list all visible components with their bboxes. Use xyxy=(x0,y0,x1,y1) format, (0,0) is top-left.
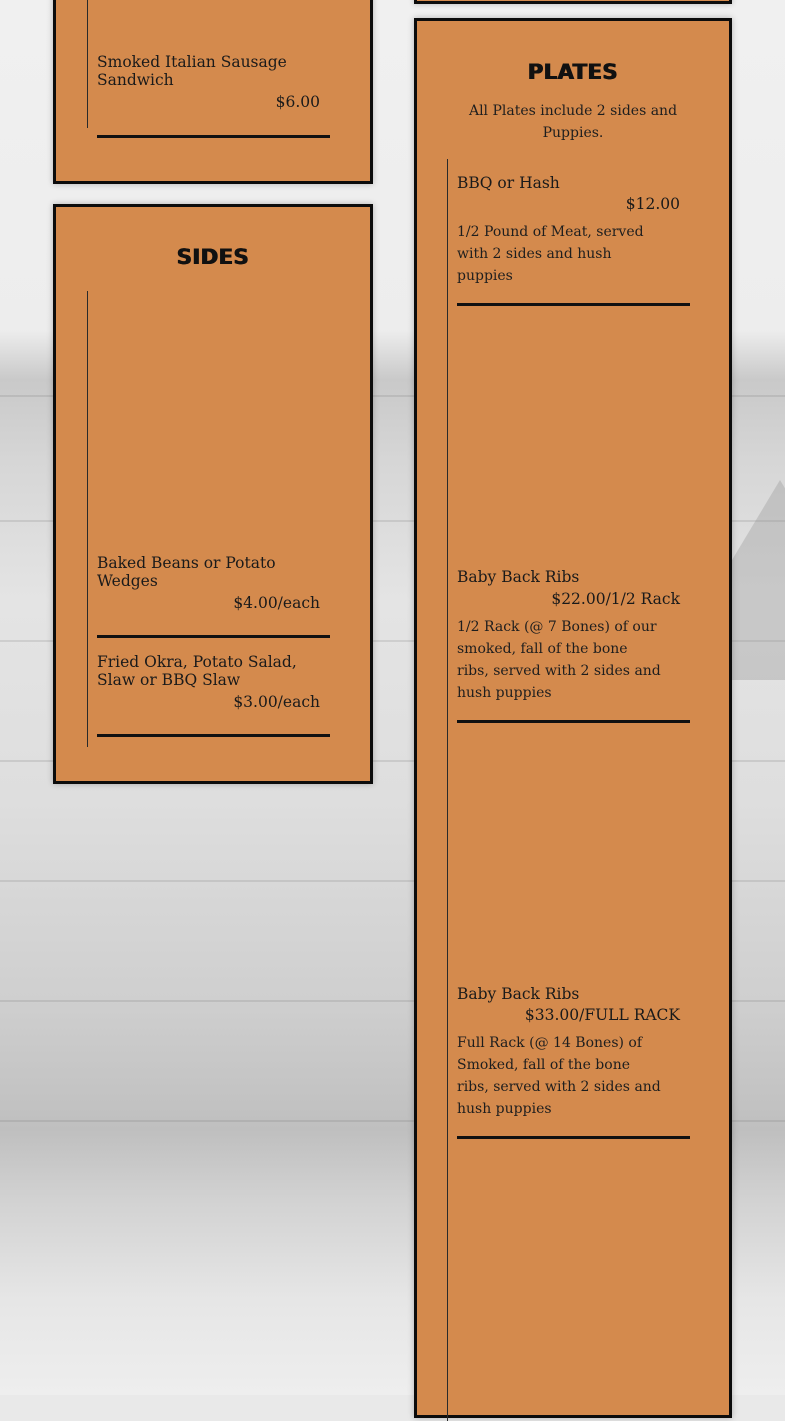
card-divider-line xyxy=(87,291,88,747)
plates-card xyxy=(414,18,732,1418)
menu-item-name: Baby Back Ribs xyxy=(457,985,580,1003)
menu-item-name: Smoked Italian Sausage Sandwich xyxy=(97,53,287,89)
menu-item-price: $3.00/each xyxy=(233,693,320,711)
menu-item-price: $33.00/FULL RACK xyxy=(524,1006,680,1024)
menu-item-price: $22.00/1/2 Rack xyxy=(551,590,680,608)
menu-item-name: BBQ or Hash xyxy=(457,174,560,192)
menu-item-price: $6.00 xyxy=(275,93,320,111)
card-title: PLATES xyxy=(527,60,619,84)
menu-item-name: Baby Back Ribs xyxy=(457,568,580,586)
menu-item-price: $4.00/each xyxy=(233,594,320,612)
sides-card xyxy=(53,204,373,784)
menu-item-name: Fried Okra, Potato Salad, Slaw or BBQ Slaw xyxy=(97,653,297,689)
item-separator xyxy=(457,1136,690,1139)
menu-item-description: 1/2 Pound of Meat, served with 2 sides and hush puppies xyxy=(457,224,644,284)
item-separator xyxy=(97,635,330,638)
menu-item-name: Baked Beans or Potato Wedges xyxy=(97,554,276,590)
menu-item-description: Full Rack (@ 14 Bones) of Smoked, fall of the bone ribs, served with 2 sides and hush puppies xyxy=(457,1035,661,1117)
item-separator xyxy=(97,734,330,737)
menu-item-price: $12.00 xyxy=(625,195,680,213)
card-note: All Plates include 2 sides and Puppies. xyxy=(468,103,678,141)
previous-card-bottom-edge xyxy=(414,0,732,4)
card-divider-line xyxy=(87,0,88,128)
item-separator xyxy=(457,720,690,723)
card-title: SIDES xyxy=(176,245,250,269)
card-divider-line xyxy=(447,159,448,1421)
menu-item-description: 1/2 Rack (@ 7 Bones) of our smoked, fall of the bone ribs, served with 2 sides and hush puppies xyxy=(457,619,661,701)
item-separator xyxy=(457,303,690,306)
item-separator xyxy=(97,135,330,138)
sandwiches-card xyxy=(53,0,373,184)
